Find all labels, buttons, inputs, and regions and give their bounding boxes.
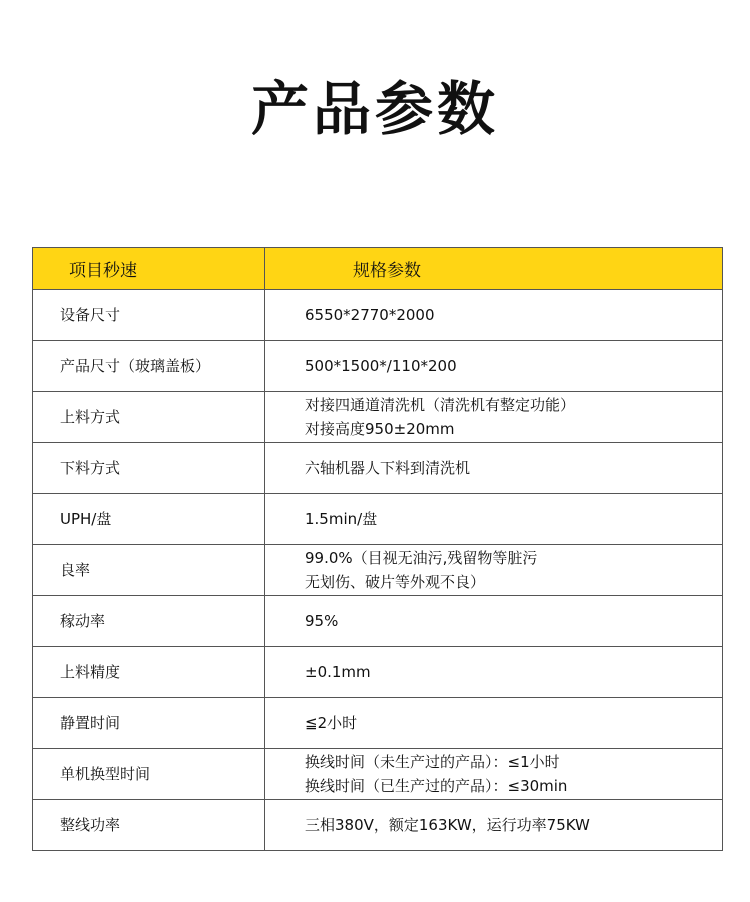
value-line: 6550*2770*2000 [305,306,435,324]
table-header-row [33,248,723,290]
row-label: 稼动率 [33,596,265,647]
row-label: 上料方式 [33,392,265,443]
row-value [265,545,723,596]
value-line: 换线时间（已生产过的产品）：≤30min [305,777,568,795]
row-label: UPH/盘 [33,494,265,545]
value-line: 1.5min/盘 [305,510,378,528]
row-label: 良率 [33,545,265,596]
table-row [33,392,723,443]
value-line: ≦2小时 [305,714,358,732]
value-line: 对接高度950±20mm [305,420,455,438]
table-row [33,800,723,851]
table-row [33,545,723,596]
table-row [33,494,723,545]
table-row [33,698,723,749]
row-label: 整线功率 [33,800,265,851]
row-value [265,647,723,698]
table-row [33,443,723,494]
value-line: 三相380V，额定163KW，运行功率75KW [305,816,590,834]
value-line: 无划伤、破片等外观不良） [305,573,486,591]
table-row [33,749,723,800]
row-value [265,392,723,443]
row-value [265,596,723,647]
value-line: 换线时间（未生产过的产品）：≤1小时 [305,753,560,771]
row-label: 单机换型时间 [33,749,265,800]
row-label: 静置时间 [33,698,265,749]
header-spec: 规格参数 [265,248,723,290]
table-row [33,290,723,341]
value-line: 500*1500*/110*200 [305,357,457,375]
header-item: 项目秒速 [33,248,265,290]
row-value [265,800,723,851]
row-value [265,341,723,392]
row-value [265,290,723,341]
page-title: 产品参数 [250,75,499,143]
value-line: 95% [305,612,339,630]
spec-table [32,247,723,851]
table-row [33,341,723,392]
row-label: 上料精度 [33,647,265,698]
row-value [265,749,723,800]
row-value [265,443,723,494]
row-label: 下料方式 [33,443,265,494]
row-value [265,494,723,545]
value-line: 六轴机器人下料到清洗机 [305,459,471,477]
row-label: 产品尺寸（玻璃盖板） [33,341,265,392]
value-line: ±0.1mm [305,663,371,681]
value-line: 99.0%（目视无油污,残留物等脏污 [305,549,538,567]
row-value [265,698,723,749]
row-label: 设备尺寸 [33,290,265,341]
table-row [33,647,723,698]
table-row [33,596,723,647]
value-line: 对接四通道清洗机（清洗机有整定功能） [305,396,576,414]
